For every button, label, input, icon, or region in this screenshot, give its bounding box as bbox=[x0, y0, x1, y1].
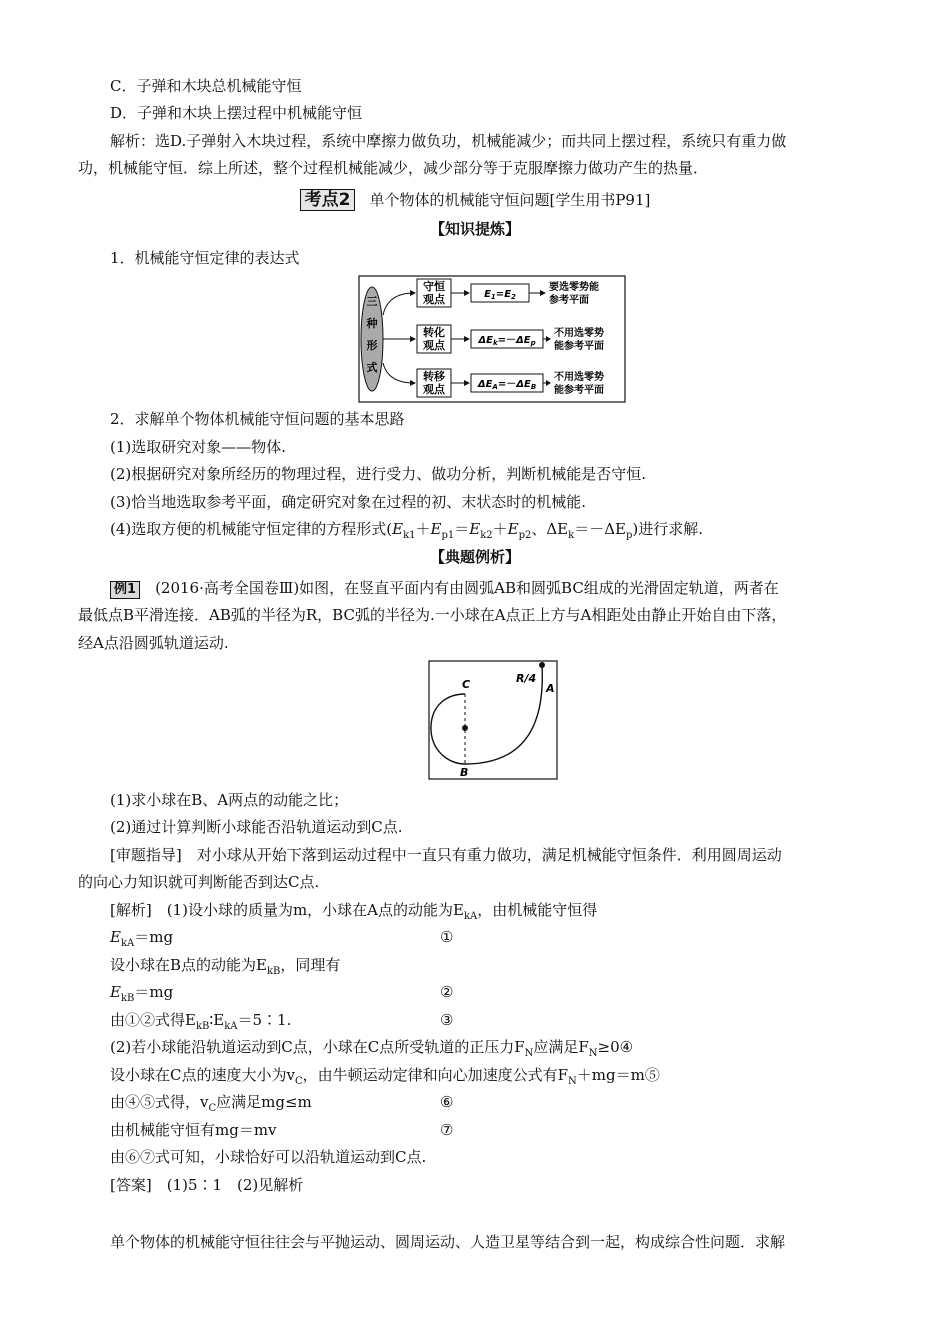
question-2: (2)通过计算判断小球能否沿轨道运动到C点. bbox=[110, 818, 403, 836]
mark-1: ① bbox=[440, 928, 454, 946]
note-1-line2: 参考平面 bbox=[549, 295, 589, 306]
note-3-line2: 能参考平面 bbox=[554, 385, 604, 396]
mark-6: ⑥ bbox=[440, 1093, 454, 1111]
question-1: (1)求小球在B、A两点的动能之比； bbox=[110, 791, 349, 809]
solution-line-6: (2)若小球能沿轨道运动到C点，小球在C点所受轨道的正压力$F_N$应满足$F_N\ge 0④$ bbox=[110, 1038, 634, 1059]
item-2: 2．求解单个物体机械能守恒问题的基本思路 bbox=[110, 410, 405, 428]
knowledge-heading: 【知识提炼】 bbox=[429, 220, 520, 238]
solution-eq-2: $E_{kB}=mg$ bbox=[110, 983, 174, 1004]
section-title: 单个物体的机械能守恒问题[学生用书P91] bbox=[369, 191, 651, 209]
step-3: (3)恰当地选取参考平面，确定研究对象在过程的初、末状态时的机械能. bbox=[110, 493, 587, 511]
step-1: (1)选取研究对象——物体. bbox=[110, 438, 287, 456]
option-c: C．子弹和木块总机械能守恒 bbox=[110, 77, 302, 95]
mark-7: ⑦ bbox=[440, 1121, 454, 1139]
oval-char-3: 形 bbox=[366, 339, 378, 352]
solution-line-8: 由④⑤式得，$v_C$应满足mg≤m bbox=[110, 1093, 312, 1114]
oval-char-1: 三 bbox=[366, 295, 378, 308]
example-line-2: 最低点B平滑连接．AB弧的半径为R，BC弧的半径为.一小球在A点正上方与A相距处由静止开始自由下落， bbox=[78, 606, 787, 624]
note-2-line1: 不用选零势 bbox=[554, 328, 604, 339]
solution-line-9: 由机械能守恒有mg＝mv bbox=[110, 1121, 277, 1139]
example-line-3: 经A点沿圆弧轨道运动. bbox=[78, 634, 229, 652]
track-figure bbox=[428, 660, 558, 780]
analysis-line-1: 解析：选D.子弹射入木块过程，系统中摩擦力做负功，机械能减少；而共同上摆过程，系统只有重力做 bbox=[110, 132, 787, 150]
guide-line-1: [审题指导] 对小球从开始下落到运动过程中一直只有重力做功，满足机械能守恒条件．利用圆周运动 bbox=[110, 846, 782, 864]
expression-diagram bbox=[358, 275, 626, 403]
guide-line-2: 的向心力知识就可判断能否到达C点. bbox=[78, 873, 320, 891]
solution-line-1: [解析] (1)设小球的质量为m，小球在A点的动能为$E_{kA}$，由机械能守恒得 bbox=[110, 901, 598, 922]
view-3-line1: 转移 bbox=[423, 370, 445, 383]
view-1-line2: 观点 bbox=[423, 293, 445, 306]
center-dot bbox=[462, 725, 468, 731]
ball-dot bbox=[539, 662, 545, 668]
kaodian-badge: 考点2 bbox=[300, 189, 356, 211]
view-2-line2: 观点 bbox=[423, 339, 445, 352]
solution-eq-1: $E_{kA}=mg$ bbox=[110, 928, 174, 949]
section-heading bbox=[0, 189, 950, 211]
formula-2: $\Delta E_k=-\Delta E_p$ bbox=[478, 335, 536, 347]
formula-3: $\Delta E_A=-\Delta E_B$ bbox=[477, 379, 537, 391]
label-a: A bbox=[546, 682, 555, 695]
bottom-paragraph: 单个物体的机械能守恒往往会与平抛运动、圆周运动、人造卫星等结合到一起，构成综合性问题．求解 bbox=[110, 1233, 786, 1251]
example-heading: 【典题例析】 bbox=[429, 548, 520, 566]
step-2: (2)根据研究对象所经历的物理过程，进行受力、做功分析，判断机械能是否守恒. bbox=[110, 465, 647, 483]
mark-3: ③ bbox=[440, 1011, 454, 1029]
label-b: B bbox=[460, 766, 469, 779]
analysis-line-2: 功，机械能守恒．综上所述，整个过程机械能减少，减少部分等于克服摩擦力做功产生的热量． bbox=[78, 159, 709, 177]
label-r4: R/4 bbox=[516, 672, 537, 685]
answer-line: [答案] (1)5∶1 (2)见解析 bbox=[110, 1176, 304, 1194]
solution-line-3: 设小球在B点的动能为$E_{kB}$，同理有 bbox=[110, 956, 341, 977]
note-2-line2: 能参考平面 bbox=[554, 341, 604, 352]
oval-char-4: 式 bbox=[366, 361, 378, 374]
solution-line-10: 由⑥⑦式可知，小球恰好可以沿轨道运动到C点. bbox=[110, 1148, 427, 1166]
label-c: C bbox=[462, 678, 471, 691]
view-3-line2: 观点 bbox=[423, 383, 445, 396]
example-line-1: 例1 (2016·高考全国卷Ⅲ)如图，在竖直平面内有由圆弧AB和圆弧BC组成的光滑固定轨道，两者在 bbox=[110, 578, 779, 599]
formula-1: $E_1=E_2$ bbox=[484, 289, 516, 301]
item-1: 1．机械能守恒定律的表达式 bbox=[110, 249, 300, 267]
step-4: (4)选取方便的机械能守恒定律的方程形式($E_{k1}+E_{p1}=E_{k2}+E_{p2}$、$\Delta E_k=-\Delta E_p$)进行求解. bbox=[110, 520, 704, 541]
oval-char-2: 种 bbox=[366, 317, 378, 330]
option-d: D．子弹和木块上摆过程中机械能守恒 bbox=[110, 104, 363, 122]
view-2-line1: 转化 bbox=[423, 326, 445, 339]
note-3-line1: 不用选零势 bbox=[554, 372, 604, 383]
solution-line-5: 由①②式得$E_{kB}∶E_{kA}=5∶1$. bbox=[110, 1011, 292, 1032]
view-1-line1: 守恒 bbox=[423, 280, 445, 293]
mark-2: ② bbox=[440, 983, 454, 1001]
example-badge: 例1 bbox=[110, 581, 140, 599]
note-1-line1: 要选零势能 bbox=[549, 282, 599, 293]
solution-line-7: 设小球在C点的速度大小为$v_C$，由牛顿运动定律和向心加速度公式有$F_N+mg=m⑤$ bbox=[110, 1066, 660, 1087]
